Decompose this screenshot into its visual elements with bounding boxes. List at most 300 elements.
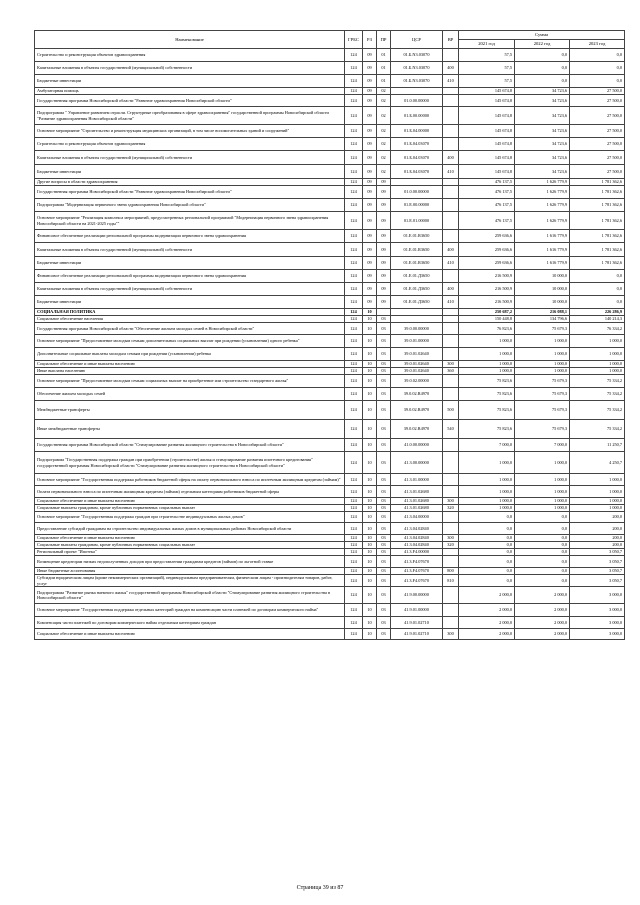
- cell-csr: 39.0.02.R4970: [391, 420, 443, 439]
- cell-2021: 0,0: [459, 512, 515, 523]
- cell-2022: 1 616 779,9: [515, 243, 570, 257]
- cell-2023: 27 500,0: [570, 165, 625, 179]
- cell-grbs: 124: [345, 523, 363, 535]
- budget-table-sheet: [34, 30, 624, 640]
- cell-csr: 01.Е.01.Д3650: [391, 270, 443, 283]
- cell-csr: 41.3.01.00000: [391, 474, 443, 486]
- cell-pr: 03: [377, 335, 391, 348]
- cell-csr: 41.3.00.00000: [391, 452, 443, 474]
- cell-2022: 0,0: [515, 512, 570, 523]
- cell-pr: 09: [377, 199, 391, 212]
- cell-vr: 500: [443, 401, 459, 420]
- cell-2023: 0,0: [570, 283, 625, 296]
- cell-vr: 800: [443, 568, 459, 575]
- cell-2023: 226 286,9: [570, 309, 625, 316]
- cell-2021: 2 000,0: [459, 587, 515, 604]
- cell-2021: 0,0: [459, 535, 515, 542]
- cell-vr: 410: [443, 257, 459, 270]
- cell-name: Субсидии юридическим лицам (кроме некоммерческих организаций), индивидуальным предпринимателям, физическим лицам - производителям товаров, работ, услуг: [35, 575, 345, 587]
- table-row: [35, 388, 625, 401]
- cell-2023: 27 500,0: [570, 88, 625, 95]
- cell-grbs: 124: [345, 335, 363, 348]
- cell-rz: 10: [363, 368, 377, 375]
- cell-2022: 0,0: [515, 535, 570, 542]
- cell-grbs: 124: [345, 542, 363, 549]
- cell-vr: [443, 316, 459, 323]
- header-rz: РЗ: [363, 31, 377, 49]
- cell-csr: 01.Е.01.R3650: [391, 230, 443, 243]
- cell-grbs: 124: [345, 375, 363, 388]
- cell-2023: 1 781 362,6: [570, 257, 625, 270]
- cell-rz: 09: [363, 199, 377, 212]
- cell-csr: 01.Б.04.00000: [391, 125, 443, 138]
- cell-rz: 09: [363, 125, 377, 138]
- cell-name: Финансовое обеспечение реализации региональной программы модернизации первичного звена здравоохранения: [35, 270, 345, 283]
- cell-csr: 39.0.01.02640: [391, 348, 443, 361]
- cell-vr: 400: [443, 151, 459, 165]
- cell-rz: 09: [363, 283, 377, 296]
- cell-grbs: 124: [345, 230, 363, 243]
- cell-name: Обеспечение жильем молодых семей: [35, 388, 345, 401]
- table-row: [35, 535, 625, 542]
- table-row: [35, 361, 625, 368]
- cell-csr: 39.0.02.00000: [391, 375, 443, 388]
- cell-name: Социальное обеспечение и иные выплаты населению: [35, 361, 345, 368]
- cell-grbs: 124: [345, 296, 363, 309]
- cell-vr: 410: [443, 75, 459, 88]
- header-vr: ВР: [443, 31, 459, 49]
- cell-2022: 216 088,1: [515, 309, 570, 316]
- cell-grbs: 124: [345, 309, 363, 316]
- cell-name: Основное мероприятие "Государственная поддержка граждан при строительстве индивидуальных жилых домов": [35, 512, 345, 523]
- cell-rz: 09: [363, 151, 377, 165]
- table-row: [35, 375, 625, 388]
- cell-rz: 10: [363, 452, 377, 474]
- cell-2023: 3 000,0: [570, 587, 625, 604]
- cell-2022: 75 679,3: [515, 420, 570, 439]
- cell-pr: 09: [377, 257, 391, 270]
- cell-2022: 10 000,0: [515, 270, 570, 283]
- cell-name: Иные межбюджетные трансферты: [35, 420, 345, 439]
- cell-vr: 810: [443, 575, 459, 587]
- cell-grbs: 124: [345, 212, 363, 230]
- cell-name: Социальное обеспечение и иные выплаты населению: [35, 629, 345, 640]
- cell-name: Социальное обеспечение и иные выплаты населению: [35, 535, 345, 542]
- cell-2023: 1 781 362,6: [570, 230, 625, 243]
- cell-grbs: 124: [345, 95, 363, 107]
- cell-2021: 1 000,0: [459, 486, 515, 498]
- cell-rz: 09: [363, 212, 377, 230]
- cell-rz: 10: [363, 604, 377, 617]
- cell-csr: 01.Е.00.00000: [391, 199, 443, 212]
- cell-grbs: 124: [345, 549, 363, 556]
- cell-vr: [443, 388, 459, 401]
- table-row: [35, 199, 625, 212]
- cell-pr: 09: [377, 296, 391, 309]
- cell-2021: 1 000,0: [459, 335, 515, 348]
- cell-rz: 10: [363, 420, 377, 439]
- cell-pr: 03: [377, 388, 391, 401]
- cell-name: Государственная программа Новосибирской области "Развитие здравоохранения Новосибирской области": [35, 186, 345, 199]
- cell-vr: [443, 323, 459, 335]
- cell-csr: 01.Б.04.03070: [391, 138, 443, 151]
- cell-2021: 0,0: [459, 556, 515, 568]
- cell-grbs: 124: [345, 316, 363, 323]
- cell-csr: 01.Е.01.R3650: [391, 257, 443, 270]
- cell-2022: 1 616 779,9: [515, 230, 570, 243]
- cell-csr: [391, 309, 443, 316]
- cell-csr: 41.3.F4.07670: [391, 575, 443, 587]
- cell-grbs: 124: [345, 474, 363, 486]
- cell-2023: 75 334,2: [570, 388, 625, 401]
- cell-2021: 0,0: [459, 549, 515, 556]
- cell-2022: 0,0: [515, 523, 570, 535]
- cell-vr: [443, 486, 459, 498]
- cell-vr: [443, 556, 459, 568]
- cell-name: Межбюджетные трансферты: [35, 401, 345, 420]
- cell-2023: 1 000,0: [570, 474, 625, 486]
- table-row: [35, 151, 625, 165]
- cell-csr: 01.Б.N3.03070: [391, 75, 443, 88]
- cell-rz: 09: [363, 62, 377, 75]
- cell-2022: 1 000,0: [515, 361, 570, 368]
- cell-2023: 0,0: [570, 270, 625, 283]
- cell-vr: 300: [443, 498, 459, 505]
- cell-pr: 03: [377, 452, 391, 474]
- cell-name: Основное мероприятие "Реализация комплекса мероприятий, предусмотренных региональной программой "Модернизация первичного звена здравоохранения Новосибирской области на 2021-2025 годы"": [35, 212, 345, 230]
- table-row: [35, 125, 625, 138]
- cell-pr: 03: [377, 439, 391, 452]
- cell-vr: 540: [443, 420, 459, 439]
- cell-vr: [443, 95, 459, 107]
- cell-2021: 1 000,0: [459, 348, 515, 361]
- cell-pr: 09: [377, 230, 391, 243]
- cell-2023: 1 781 362,6: [570, 186, 625, 199]
- cell-2021: 1 000,0: [459, 474, 515, 486]
- cell-2023: 0,0: [570, 296, 625, 309]
- cell-2021: 216 500,9: [459, 270, 515, 283]
- table-row: [35, 165, 625, 179]
- cell-2022: 7 000,0: [515, 439, 570, 452]
- cell-2023: 1 000,0: [570, 335, 625, 348]
- cell-pr: 02: [377, 95, 391, 107]
- table-row: [35, 368, 625, 375]
- cell-2021: 2 000,0: [459, 617, 515, 629]
- header-year-2022: 2022 год: [515, 40, 570, 49]
- cell-csr: 39.0.01.02640: [391, 361, 443, 368]
- cell-name: Финансовое обеспечение реализации региональной программы модернизации первичного звена здравоохранения: [35, 230, 345, 243]
- cell-csr: 01.Е.01.Д3650: [391, 296, 443, 309]
- cell-name: Дополнительные социальные выплаты молодым семьям при рождении (усыновлении) ребенка: [35, 348, 345, 361]
- cell-vr: 300: [443, 361, 459, 368]
- cell-2021: 75 823,6: [459, 375, 515, 388]
- table-row: [35, 212, 625, 230]
- cell-vr: 360: [443, 368, 459, 375]
- cell-2023: 27 500,0: [570, 138, 625, 151]
- cell-name: Основное мероприятие "Государственная поддержка отдельных категорий граждан на компенсацию части платежей по договорам коммерческого найма": [35, 604, 345, 617]
- cell-csr: 01.Б.N3.03070: [391, 62, 443, 75]
- header-grbs: ГРБС: [345, 31, 363, 49]
- cell-csr: 01.0.00.00000: [391, 95, 443, 107]
- cell-2022: 0,0: [515, 556, 570, 568]
- cell-vr: [443, 230, 459, 243]
- cell-2021: 0,0: [459, 542, 515, 549]
- cell-pr: 03: [377, 556, 391, 568]
- cell-rz: 09: [363, 88, 377, 95]
- cell-rz: 10: [363, 316, 377, 323]
- cell-grbs: 124: [345, 556, 363, 568]
- cell-2021: 0,0: [459, 568, 515, 575]
- cell-2021: 1 000,0: [459, 361, 515, 368]
- cell-grbs: 124: [345, 486, 363, 498]
- cell-rz: 09: [363, 165, 377, 179]
- cell-2023: 1 000,0: [570, 486, 625, 498]
- cell-2021: 1 000,0: [459, 498, 515, 505]
- cell-name: Бюджетные инвестиции: [35, 165, 345, 179]
- cell-rz: 10: [363, 568, 377, 575]
- cell-vr: [443, 335, 459, 348]
- table-row: [35, 604, 625, 617]
- cell-rz: 10: [363, 348, 377, 361]
- cell-vr: [443, 549, 459, 556]
- cell-name: Оплата первоначального взноса по ипотечным жилищным кредитам (займам) отдельным категориям работников бюджетной сферы: [35, 486, 345, 498]
- cell-csr: 41.3.01.02680: [391, 486, 443, 498]
- table-row: [35, 617, 625, 629]
- cell-rz: 10: [363, 629, 377, 640]
- cell-csr: 39.0.02.R4970: [391, 388, 443, 401]
- cell-pr: 03: [377, 617, 391, 629]
- cell-2022: 1 626 779,9: [515, 186, 570, 199]
- cell-rz: 10: [363, 575, 377, 587]
- cell-pr: [377, 309, 391, 316]
- cell-grbs: 124: [345, 568, 363, 575]
- cell-2023: 27 500,0: [570, 151, 625, 165]
- cell-name: Региональный проект "Ипотека": [35, 549, 345, 556]
- cell-grbs: 124: [345, 243, 363, 257]
- table-row: [35, 512, 625, 523]
- cell-rz: 09: [363, 95, 377, 107]
- cell-csr: 39.0.01.02640: [391, 368, 443, 375]
- cell-2023: 27 500,0: [570, 107, 625, 125]
- cell-rz: 10: [363, 323, 377, 335]
- cell-2021: 476 137,5: [459, 186, 515, 199]
- table-row: [35, 309, 625, 316]
- cell-rz: 10: [363, 486, 377, 498]
- cell-pr: 09: [377, 186, 391, 199]
- table-row: [35, 230, 625, 243]
- cell-name: Капитальные вложения в объекты государственной (муниципальной) собственности: [35, 283, 345, 296]
- cell-pr: 03: [377, 420, 391, 439]
- cell-2022: 34 723,6: [515, 107, 570, 125]
- cell-2023: 1 000,0: [570, 368, 625, 375]
- cell-grbs: 124: [345, 587, 363, 604]
- cell-pr: 02: [377, 88, 391, 95]
- cell-vr: 400: [443, 62, 459, 75]
- cell-pr: 09: [377, 212, 391, 230]
- cell-name: Предоставление субсидий гражданам на строительство индивидуальных жилых домов в муниципальных районах Новосибирской области: [35, 523, 345, 535]
- cell-csr: 41.3.01.02680: [391, 498, 443, 505]
- cell-2022: 75 679,3: [515, 401, 570, 420]
- cell-2023: 3 000,0: [570, 604, 625, 617]
- cell-2021: 2 000,0: [459, 604, 515, 617]
- header-sum: Сумма: [459, 31, 625, 40]
- cell-csr: 41.3.F4.00000: [391, 549, 443, 556]
- cell-rz: 10: [363, 556, 377, 568]
- cell-2023: 200,0: [570, 535, 625, 542]
- cell-2022: 34 723,6: [515, 151, 570, 165]
- cell-grbs: 124: [345, 617, 363, 629]
- cell-2021: 75 823,6: [459, 401, 515, 420]
- cell-vr: [443, 179, 459, 186]
- cell-name: Другие вопросы в области здравоохранения: [35, 179, 345, 186]
- cell-2022: 0,0: [515, 75, 570, 88]
- table-row: [35, 568, 625, 575]
- cell-2022: 2 000,0: [515, 629, 570, 640]
- cell-csr: 41.9.01.02710: [391, 629, 443, 640]
- cell-vr: 300: [443, 629, 459, 640]
- cell-csr: 01.Е.01.R3650: [391, 243, 443, 257]
- cell-2022: 0,0: [515, 542, 570, 549]
- cell-2022: 0,0: [515, 575, 570, 587]
- cell-vr: [443, 452, 459, 474]
- cell-2023: 75 334,2: [570, 375, 625, 388]
- cell-rz: 09: [363, 257, 377, 270]
- cell-csr: 41.9.00.00000: [391, 587, 443, 604]
- cell-pr: 01: [377, 49, 391, 62]
- cell-2023: 1 000,0: [570, 348, 625, 361]
- cell-grbs: 124: [345, 125, 363, 138]
- cell-2022: 0,0: [515, 62, 570, 75]
- cell-csr: 39.0.01.00000: [391, 335, 443, 348]
- cell-grbs: 124: [345, 368, 363, 375]
- cell-pr: 02: [377, 165, 391, 179]
- cell-name: Иные выплаты населению: [35, 368, 345, 375]
- cell-pr: 03: [377, 549, 391, 556]
- cell-rz: 10: [363, 361, 377, 368]
- cell-vr: [443, 270, 459, 283]
- cell-csr: 41.3.04.02840: [391, 535, 443, 542]
- cell-2021: 145 674,8: [459, 95, 515, 107]
- cell-rz: 10: [363, 617, 377, 629]
- cell-csr: [391, 179, 443, 186]
- cell-grbs: 124: [345, 165, 363, 179]
- cell-rz: 10: [363, 523, 377, 535]
- cell-name: Государственная программа Новосибирской области "Обеспечение жильем молодых семей в Новосибирской области": [35, 323, 345, 335]
- cell-rz: 10: [363, 388, 377, 401]
- cell-2023: 1 000,0: [570, 361, 625, 368]
- cell-pr: 01: [377, 75, 391, 88]
- table-row: [35, 401, 625, 420]
- cell-2023: 76 334,2: [570, 323, 625, 335]
- cell-2022: 1 626 779,9: [515, 179, 570, 186]
- cell-pr: 03: [377, 401, 391, 420]
- cell-vr: [443, 88, 459, 95]
- cell-2023: 1 000,0: [570, 505, 625, 512]
- table-row: [35, 270, 625, 283]
- cell-rz: 09: [363, 243, 377, 257]
- cell-2021: 1 000,0: [459, 452, 515, 474]
- cell-2021: 216 500,9: [459, 283, 515, 296]
- table-row: [35, 179, 625, 186]
- cell-2021: 0,0: [459, 523, 515, 535]
- table-row: [35, 523, 625, 535]
- table-row: [35, 257, 625, 270]
- cell-2023: 27 500,0: [570, 95, 625, 107]
- cell-name: Бюджетные инвестиции: [35, 296, 345, 309]
- cell-vr: 320: [443, 542, 459, 549]
- cell-grbs: 124: [345, 62, 363, 75]
- cell-vr: [443, 587, 459, 604]
- budget-table: [34, 30, 625, 640]
- cell-name: Государственная программа Новосибирской области "Стимулирование развития жилищного строительства в Новосибирской области": [35, 439, 345, 452]
- cell-grbs: 124: [345, 107, 363, 125]
- table-row: [35, 474, 625, 486]
- table-row: [35, 575, 625, 587]
- cell-2021: 0,0: [459, 575, 515, 587]
- cell-name: Подпрограмма "Модернизация первичного звена здравоохранения Новосибирской области": [35, 199, 345, 212]
- table-row: [35, 75, 625, 88]
- cell-csr: 41.3.04.00000: [391, 512, 443, 523]
- cell-2022: 1 000,0: [515, 452, 570, 474]
- cell-rz: 10: [363, 549, 377, 556]
- cell-name: Строительство и реконструкция объектов здравоохранения: [35, 138, 345, 151]
- cell-pr: 02: [377, 138, 391, 151]
- cell-grbs: 124: [345, 629, 363, 640]
- cell-vr: [443, 474, 459, 486]
- cell-2022: 75 679,3: [515, 375, 570, 388]
- cell-2023: 11 250,7: [570, 439, 625, 452]
- table-row: [35, 95, 625, 107]
- cell-rz: 10: [363, 587, 377, 604]
- cell-2022: 1 000,0: [515, 505, 570, 512]
- cell-grbs: 124: [345, 283, 363, 296]
- cell-2022: 1 616 779,9: [515, 257, 570, 270]
- cell-vr: [443, 604, 459, 617]
- cell-2021: 145 674,8: [459, 107, 515, 125]
- cell-csr: [391, 316, 443, 323]
- cell-2022: 0,0: [515, 549, 570, 556]
- cell-grbs: 124: [345, 401, 363, 420]
- cell-pr: 03: [377, 629, 391, 640]
- cell-name: Социальные выплаты гражданам, кроме публичных нормативных социальных выплат: [35, 505, 345, 512]
- cell-pr: 03: [377, 505, 391, 512]
- cell-name: Возмещение кредиторам низких недополученных доходов при предоставлении гражданам кредитов (займов) по льготной ставке: [35, 556, 345, 568]
- cell-2021: 2 000,0: [459, 629, 515, 640]
- table-row: [35, 335, 625, 348]
- cell-rz: 09: [363, 107, 377, 125]
- table-row: [35, 186, 625, 199]
- cell-vr: 320: [443, 505, 459, 512]
- cell-grbs: 124: [345, 151, 363, 165]
- cell-2022: 1 000,0: [515, 335, 570, 348]
- cell-rz: 10: [363, 375, 377, 388]
- table-row: [35, 420, 625, 439]
- table-row: [35, 243, 625, 257]
- cell-2022: 2 000,0: [515, 587, 570, 604]
- page-number: Страница 39 из 87: [296, 885, 344, 891]
- cell-2022: 1 000,0: [515, 348, 570, 361]
- cell-2022: 75 679,3: [515, 323, 570, 335]
- cell-csr: [391, 88, 443, 95]
- cell-rz: 09: [363, 75, 377, 88]
- cell-vr: [443, 309, 459, 316]
- table-row: [35, 348, 625, 361]
- table-row: [35, 505, 625, 512]
- table-row: [35, 629, 625, 640]
- cell-vr: [443, 107, 459, 125]
- cell-2022: 1 626 779,9: [515, 212, 570, 230]
- cell-pr: 09: [377, 243, 391, 257]
